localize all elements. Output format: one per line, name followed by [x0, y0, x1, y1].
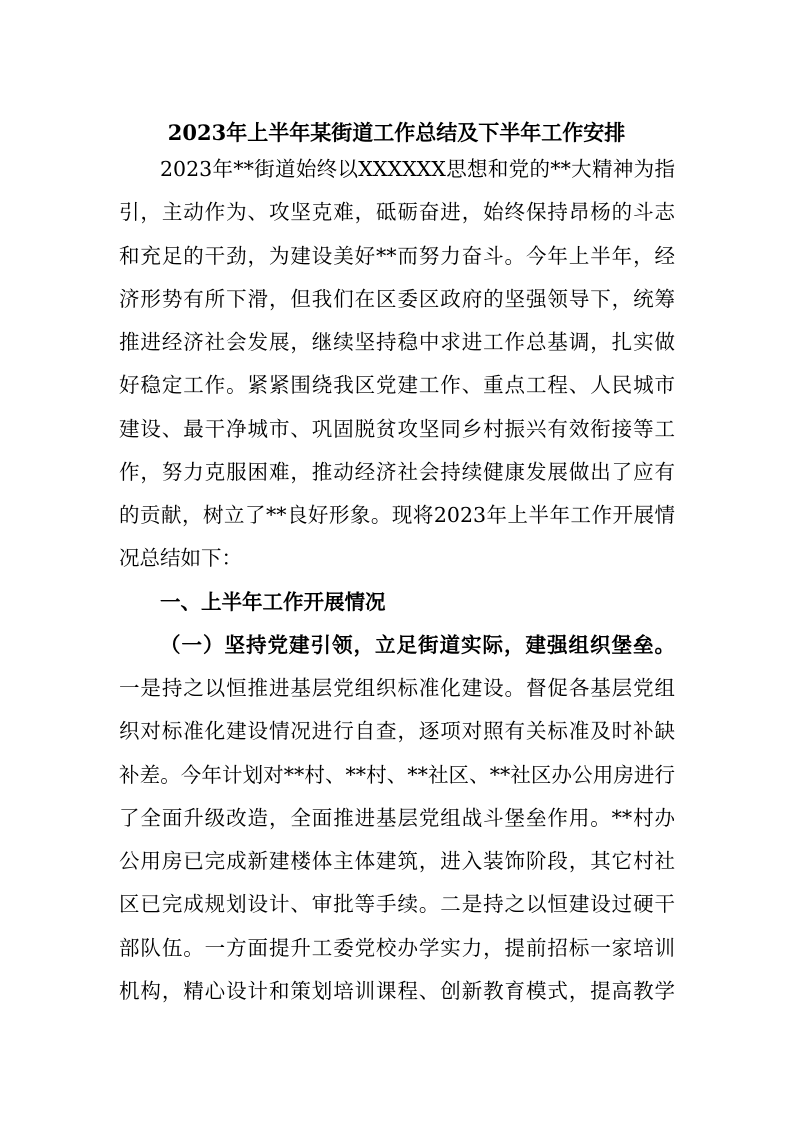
paragraph-line: 建设、最干净城市、巩固脱贫攻坚同乡村振兴有效衔接等工 — [119, 416, 675, 441]
document-body — [119, 148, 675, 1013]
paragraph-line: 和充足的干劲，为建设美好**而努力奋斗。今年上半年，经 — [119, 243, 675, 268]
paragraph-line: 况总结如下： — [119, 546, 242, 571]
paragraph-line: 织对标准化建设情况进行自查，逐项对照有关标准及时补缺 — [119, 719, 675, 744]
paragraph-line: 好稳定工作。紧紧围绕我区党建工作、重点工程、人民城市 — [119, 373, 675, 398]
document-title: 2023年上半年某街道工作总结及下半年工作安排 — [167, 120, 626, 145]
paragraph-line: 区已完成规划设计、审批等手续。二是持之以恒建设过硬干 — [119, 892, 675, 917]
subsection-heading: （一）坚持党建引领，立足街道实际，建强组织堡垒。 — [160, 632, 675, 657]
section-heading: 一、上半年工作开展情况 — [160, 589, 386, 614]
paragraph-line: 推进经济社会发展，继续坚持稳中求进工作总基调，扎实做 — [119, 330, 675, 354]
paragraph-line: 一是持之以恒推进基层党组织标准化建设。督促各基层党组 — [119, 676, 675, 700]
paragraph-line: 部队伍。一方面提升工委党校办学实力，提前招标一家培训 — [119, 935, 675, 960]
paragraph-line: 引，主动作为、攻坚克难，砥砺奋进，始终保持昂杨的斗志 — [119, 200, 675, 225]
paragraph-line: 补差。今年计划对**村、**村、**社区、**社区办公用房进行 — [119, 762, 675, 787]
paragraph-line: 济形势有所下滑，但我们在区委区政府的坚强领导下，统筹 — [119, 286, 675, 311]
intro-paragraph — [119, 148, 675, 581]
paragraph-line: 2023年**街道始终以XXXXXX思想和党的**大精神为指 — [160, 157, 675, 181]
paragraph-line: 了全面升级改造，全面推进基层党组战斗堡垒作用。**村办 — [119, 805, 675, 830]
paragraph-line: 作，努力克服困难，推动经济社会持续健康发展做出了应有 — [119, 459, 675, 484]
paragraph-line: 机构，精心设计和策划培训课程、创新教育模式，提高教学 — [119, 978, 675, 1003]
paragraph-line: 的贡献，树立了**良好形象。现将2023年上半年工作开展情 — [119, 503, 675, 527]
paragraph-line: 公用房已完成新建楼体主体建筑，进入装饰阶段，其它村社 — [119, 849, 675, 873]
section-paragraph — [119, 667, 675, 1013]
